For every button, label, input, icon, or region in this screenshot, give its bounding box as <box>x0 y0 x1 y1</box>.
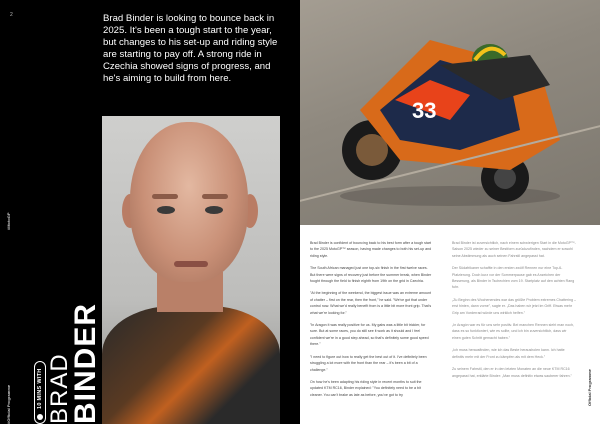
paragraph: The South African managed just one top-six finish in the first twelve races. But there were signs of recovery just before the summer break, when Binder fought through the field to finish eighth from 19th on the grid in Czechia. <box>310 266 432 284</box>
paragraph: „In Aragón war es für uns sehr positiv. Bei manchen Rennen sieht man noch, dass es so funktioniert, wie es sollte, und ich bin zuversichtlich, dass wir einen guten Schritt gemacht haben." <box>452 323 574 340</box>
feature-pill <box>34 361 46 424</box>
left-brow <box>152 194 178 199</box>
paragraph: „Ich muss herausfinden, wie ich das Beste herausholen kann. Ich hatte definitiv mehr mit der Front zu kämpfen als mit dem Heck." <box>452 348 565 359</box>
racing-jacket <box>102 306 280 424</box>
paragraph: Der Südafrikaner schaffte in den ersten zwölf Rennen nur eine Top-6-Platzierung. Doch kurz vor der Sommerpause gab es Anzeichen der Besserung, als Binder in Tschechien vom 19. Startplatz auf den achten Rang fuhr. <box>452 266 575 290</box>
vertical-title <box>16 234 106 424</box>
intro-paragraph: Brad Binder is looking to bounce back in 2025. It's been a tough start to the year, but changes to his set-up and riding style are starting to pay off. A strong ride in Czechia showed signs of progress, and he's aiming to build from here. <box>103 13 278 84</box>
side-magazine-label: #Official Programme <box>6 384 11 424</box>
side-hashtag: #MotoGP <box>6 212 11 230</box>
page-number: 2 <box>10 12 13 18</box>
portrait-photo <box>102 116 280 424</box>
paragraph: „Zu Beginn des Wochenendes war das größte Problem extremes Chattering – erst hinten, dann vorne", sagte er. „Das haben wir jetzt im Griff. Etwas mehr Grip am Vorderrad würde uns wirklich helfen." <box>452 297 576 315</box>
clock-icon <box>37 414 43 420</box>
paragraph: "I need to figure out how to really get the best out of it. I've definitely been struggling a lot more with the front than the rear – it's been a bit of a challenge." <box>310 354 427 372</box>
head <box>130 122 248 282</box>
bike-number: 33 <box>412 98 437 123</box>
paragraph: "At the beginning of the weekend, the biggest issue was an extreme amount of chatter – first on the rear, then the front," he said. "We've got that under control now. What we'd really benefit from is a little bit more front grip. That's what we're looking for." <box>310 291 432 315</box>
right-eye <box>205 206 223 214</box>
pill-label: 10 MINS WITH <box>37 368 43 409</box>
first-name: BRAD <box>46 353 73 424</box>
right-brow <box>202 194 228 199</box>
right-page <box>300 0 600 424</box>
mouth <box>174 261 208 267</box>
motorcycle-illustration <box>300 0 600 225</box>
last-name: BINDER <box>69 302 102 424</box>
paragraph: "In Aragon it was really positive for us. My gabs was a little bit trickier, for sure. But at some races, you do still see it work as it should and I feel confident we're in a good step ahead, so that's definitely some good speed there." <box>310 323 429 347</box>
left-eye <box>157 206 175 214</box>
paragraph: On how he's been adapting his riding style in recent months to suit the updated KTM RC16, Binder explained: "You definitely need to be a bit cleaner. You can't brake as late as before, you've got to try <box>310 379 422 397</box>
paragraph: Brad Binder ist zuversichtlich, nach einem schwierigen Start in die MotoGP™-Saison 2025 wieder zu seiner Bestform zurückzufinden, nachdem er sowohl seine Abstimmung als auch seinen Fahrstil angepasst hat. <box>452 241 576 258</box>
side-strip <box>6 0 16 424</box>
side-magazine-text: Official Programme <box>587 369 592 406</box>
racing-photo <box>300 0 600 225</box>
paragraph: Zu seinem Fahrstil, den er in den letzten Monaten an die neue KTM RC16 angepasst hat, erklärte Binder: „Man muss definitiv etwas sauberer fahren." <box>452 367 572 378</box>
article-column-german <box>452 240 576 385</box>
paragraph: Brad Binder is confident of bouncing back to his best form after a tough start to the 2025 MotoGP™ season, having made changes to both his set-up and riding style. <box>310 241 432 258</box>
article-column-english <box>310 240 434 404</box>
